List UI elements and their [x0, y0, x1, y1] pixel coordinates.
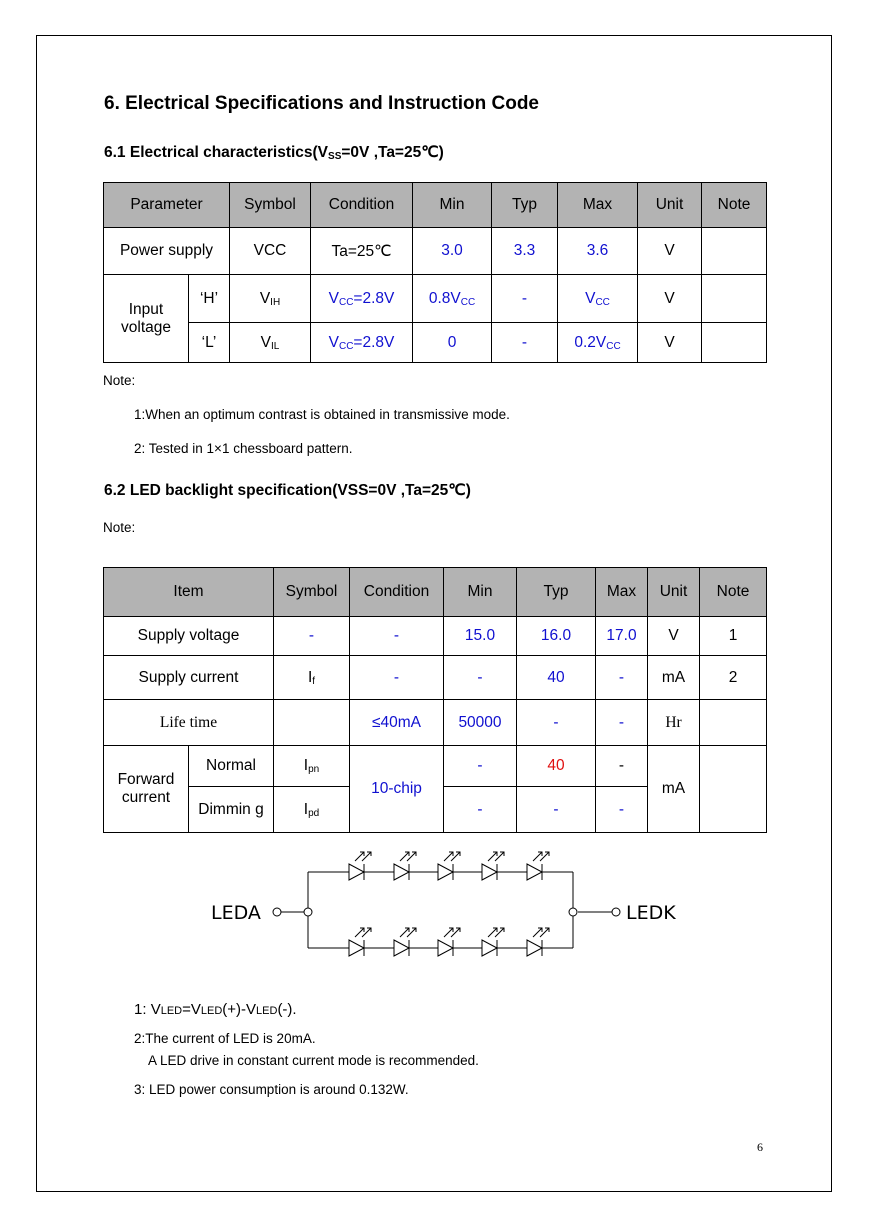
cell-condition: $V_{CC}=2.8V$	[311, 275, 413, 323]
page-title: 6. Electrical Specifications and Instruction Code	[104, 93, 539, 114]
led-circuit-diagram	[205, 848, 705, 963]
cell-symbol: $I_{pd}$	[274, 787, 350, 833]
note-2: 2: Tested in 1×1 chessboard pattern.	[134, 441, 353, 456]
cell-max: $V_{CC}$	[558, 275, 638, 323]
cell-symbol: $I_f$	[274, 656, 350, 700]
page-number: 6	[757, 1140, 763, 1154]
header-min: Min	[413, 183, 492, 228]
led-icon	[349, 852, 371, 880]
note-1: 1:When an optimum contrast is obtained in transmissive mode.	[134, 407, 510, 422]
table-row	[104, 275, 767, 323]
cell-typ: -	[517, 787, 596, 833]
header-condition: Condition	[311, 183, 413, 228]
led-icon	[394, 852, 416, 880]
cell-symbol: VCC	[230, 228, 311, 275]
cell-typ: 40	[517, 746, 596, 787]
led-icon	[438, 852, 460, 880]
cell-level: ‘H’	[189, 275, 230, 323]
cell-note	[700, 746, 767, 833]
cell-max: -	[596, 656, 648, 700]
cell-mode: Normal	[189, 746, 274, 787]
cell-min: -	[444, 656, 517, 700]
cell-condition: -	[350, 656, 444, 700]
header-typ: Typ	[492, 183, 558, 228]
cell-typ: -	[492, 275, 558, 323]
cell-unit: V	[648, 617, 700, 656]
cell-min: 0	[413, 323, 492, 363]
footnote-1: 1: VLED=VLED(+)-VLED(-).	[134, 1001, 297, 1018]
cell-note: 1	[700, 617, 767, 656]
footnote-2-line-1: 2:The current of LED is 20mA.	[134, 1031, 316, 1046]
led-icon	[349, 928, 371, 956]
cell-min: $0.8V_{CC}$	[413, 275, 492, 323]
cell-min: 50000	[444, 700, 517, 746]
table-header-row	[104, 183, 767, 228]
electrical-characteristics-table	[103, 182, 767, 363]
table-header-row	[104, 568, 767, 617]
cell-typ: 16.0	[517, 617, 596, 656]
leda-label: LEDA	[211, 902, 261, 924]
cell-condition: ≤40mA	[350, 700, 444, 746]
header-symbol: Symbol	[230, 183, 311, 228]
table-row	[104, 617, 767, 656]
cell-max: -	[596, 787, 648, 833]
cell-symbol: $V_{IL}$	[230, 323, 311, 363]
header-note: Note	[702, 183, 767, 228]
header-max: Max	[558, 183, 638, 228]
led-icon	[438, 928, 460, 956]
cell-symbol: $I_{pn}$	[274, 746, 350, 787]
cell-note: 2	[700, 656, 767, 700]
led-icon	[482, 928, 504, 956]
footnote-2-line-2: A LED drive in constant current mode is recommended.	[148, 1053, 479, 1068]
led-icon	[527, 928, 549, 956]
cell-input-voltage: Input voltage	[104, 275, 189, 363]
cell-max: 17.0	[596, 617, 648, 656]
header-min: Min	[444, 568, 517, 617]
header-item: Item	[104, 568, 274, 617]
cell-min: -	[444, 787, 517, 833]
header-symbol: Symbol	[274, 568, 350, 617]
cell-max: -	[596, 700, 648, 746]
cell-max: $0.2V_{CC}$	[558, 323, 638, 363]
cell-min: -	[444, 746, 517, 787]
cell-max: 3.6	[558, 228, 638, 275]
section-6-2-title: 6.2 LED backlight specification(VSS=0V ,Ta=25℃)	[104, 482, 471, 499]
cell-typ: 40	[517, 656, 596, 700]
cell-note	[702, 228, 767, 275]
led-array	[349, 852, 549, 956]
cell-min: 3.0	[413, 228, 492, 275]
note-label: Note:	[103, 520, 136, 535]
cell-mode: Dimmin g	[189, 787, 274, 833]
table-row	[104, 656, 767, 700]
cell-condition: $V_{CC}=2.8V$	[311, 323, 413, 363]
cell-typ: 3.3	[492, 228, 558, 275]
cell-min: 15.0	[444, 617, 517, 656]
header-condition: Condition	[350, 568, 444, 617]
header-note: Note	[700, 568, 767, 617]
cell-unit: V	[638, 228, 702, 275]
cell-unit: Hr	[648, 700, 700, 746]
header-unit: Unit	[638, 183, 702, 228]
cell-typ: -	[492, 323, 558, 363]
table-row	[104, 323, 767, 363]
cell-item: Supply current	[104, 656, 274, 700]
cell-unit: V	[638, 323, 702, 363]
cell-item: Life time	[104, 700, 274, 746]
cell-condition: Ta=25℃	[311, 228, 413, 275]
cell-unit: mA	[648, 746, 700, 833]
cell-symbol: $V_{IH}$	[230, 275, 311, 323]
cell-level: ‘L’	[189, 323, 230, 363]
header-max: Max	[596, 568, 648, 617]
note-label: Note:	[103, 373, 136, 388]
header-unit: Unit	[648, 568, 700, 617]
led-icon	[482, 852, 504, 880]
cell-condition: -	[350, 617, 444, 656]
cell-symbol	[274, 700, 350, 746]
section-6-1-title: 6.1 Electrical $characteristics(V_{SS}=0V$ ,Ta=25℃)	[104, 144, 444, 162]
led-icon	[394, 928, 416, 956]
cell-parameter: Power supply	[104, 228, 230, 275]
footnote-3: 3: LED power consumption is around 0.132W.	[134, 1082, 409, 1097]
header-parameter: Parameter	[104, 183, 230, 228]
table-row	[104, 700, 767, 746]
table-row	[104, 746, 767, 787]
ledk-label: LEDK	[626, 902, 676, 924]
table-row	[104, 228, 767, 275]
cell-unit: mA	[648, 656, 700, 700]
cell-condition: 10-chip	[350, 746, 444, 833]
cell-max: -	[596, 746, 648, 787]
header-typ: Typ	[517, 568, 596, 617]
led-icon	[527, 852, 549, 880]
cell-note	[700, 700, 767, 746]
cell-forward-current: Forward current	[104, 746, 189, 833]
cell-note	[702, 323, 767, 363]
cell-item: Supply voltage	[104, 617, 274, 656]
cell-note	[702, 275, 767, 323]
circuit-wires	[273, 872, 620, 948]
cell-symbol: -	[274, 617, 350, 656]
cell-unit: V	[638, 275, 702, 323]
cell-typ: -	[517, 700, 596, 746]
led-backlight-table	[103, 567, 767, 833]
